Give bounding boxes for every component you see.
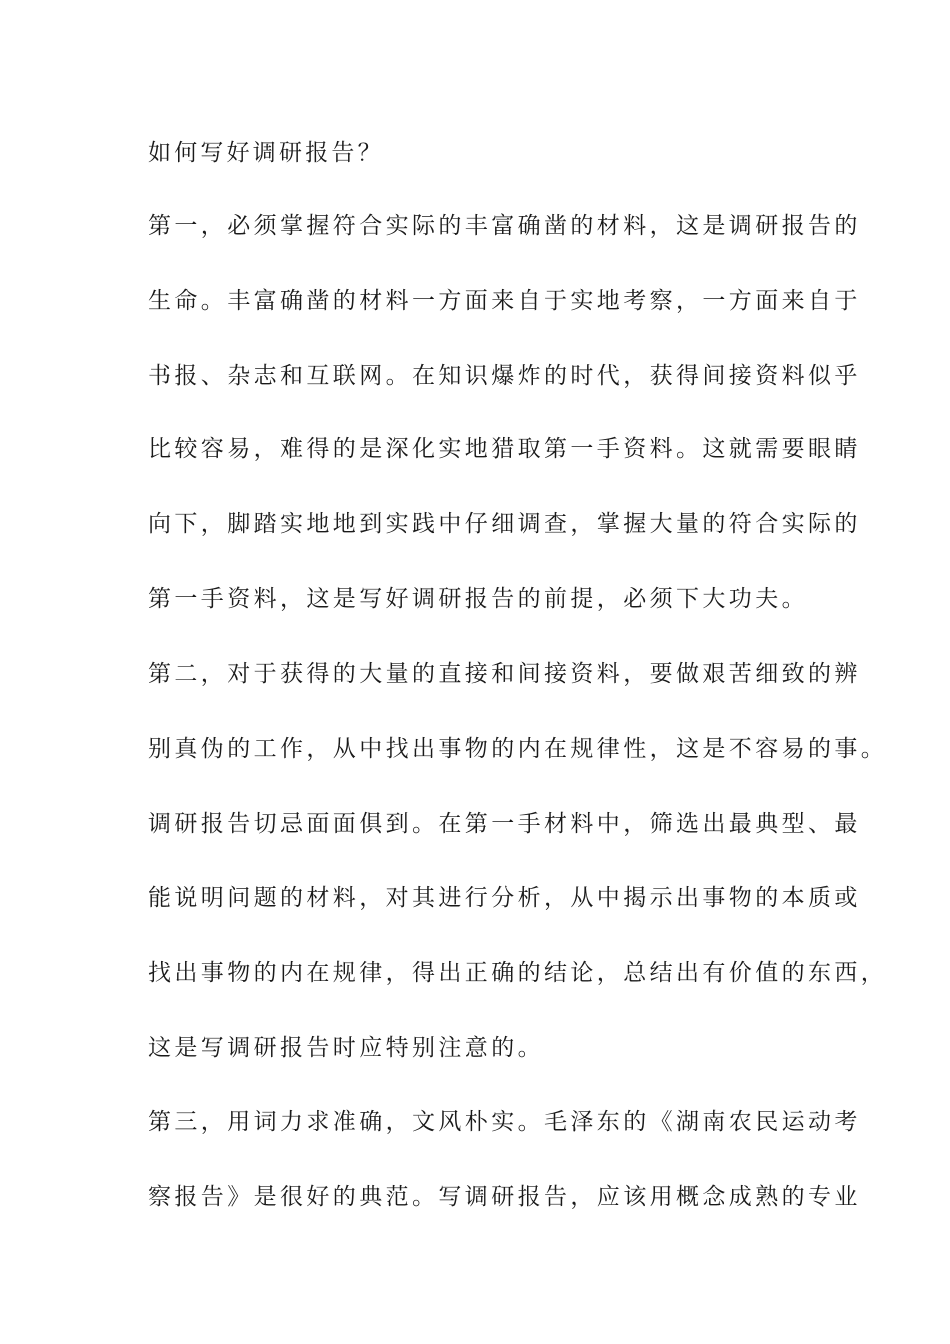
text-line: 别真伪的工作，从中找出事物的内在规律性，这是不容易的事。: [148, 736, 888, 762]
text-line: 向下，脚踏实地地到实践中仔细调查，掌握大量的符合实际的: [148, 511, 861, 537]
text-line: 找出事物的内在规律，得出正确的结论，总结出有价值的东西，: [148, 960, 888, 986]
text-line: 这是写调研报告时应特别注意的。: [148, 1035, 544, 1061]
text-line: 比较容易，难得的是深化实地猎取第一手资料。这就需要眼睛: [148, 436, 861, 462]
document-title: 如何写好调研报告？: [148, 140, 384, 166]
text-line: 察报告》是很好的典范。写调研报告，应该用概念成熟的专业: [148, 1184, 861, 1210]
text-line: 第三，用词力求准确，文风朴实。毛泽东的《湖南农民运动考: [148, 1109, 861, 1135]
text-line: 书报、杂志和互联网。在知识爆炸的时代，获得间接资料似乎: [148, 363, 861, 389]
text-line: 第一，必须掌握符合实际的丰富确凿的材料，这是调研报告的: [148, 213, 861, 239]
text-line: 调研报告切忌面面俱到。在第一手材料中，筛选出最典型、最: [148, 811, 861, 837]
text-line: 第二，对于获得的大量的直接和间接资料，要做艰苦细致的辨: [148, 661, 861, 687]
text-line: 第一手资料，这是写好调研报告的前提，必须下大功夫。: [148, 586, 808, 612]
text-line: 生命。丰富确凿的材料一方面来自于实地考察，一方面来自于: [148, 288, 861, 314]
text-line: 能说明问题的材料，对其进行分析，从中揭示出事物的本质或: [148, 885, 861, 911]
